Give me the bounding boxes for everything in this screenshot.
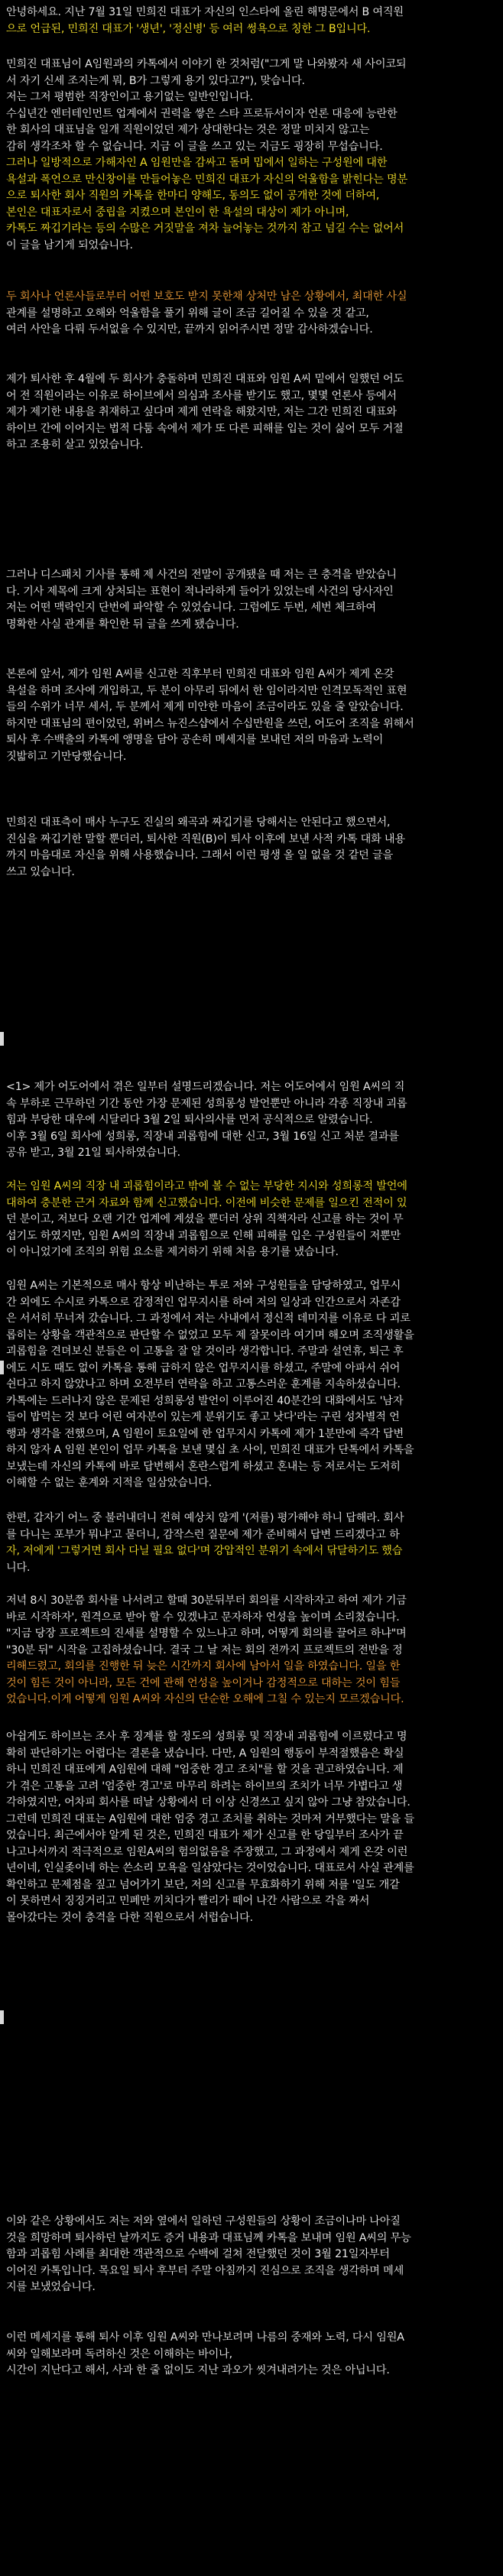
text-line: 안녕하세요. 지난 7월 31일 민희진 대표가 자신의 인스타에 올린 해명문에서 B 여직원 — [6, 6, 404, 18]
text-line: 제가 퇴사한 후 4월에 두 회사가 충돌하며 민희진 대표와 임원 A씨 밑에서 일했던 어도 — [6, 373, 404, 385]
text-line: 수십년간 엔터테인먼트 업계에서 권력을 쌓은 스타 프로듀서이자 언론 대응에 능란한 — [6, 107, 398, 120]
paragraph-hybe-conclusion — [6, 1729, 495, 1926]
text-line: 쓰고 있습니다. — [6, 865, 75, 878]
text-line: 저는 어떤 맥락인지 단번에 파악할 수 있었습니다. 그럼에도 두번, 세번 체크하여 — [6, 602, 376, 614]
text-line: 괴롭힘을 견뎌보신 분들은 이 고통을 잘 알 것이라 생각합니다. 주말과 설연휴, 퇴근 후 — [6, 1345, 404, 1358]
text-line: 민희진 대표님이 A임원과의 카톡에서 이야기 한 것처럼("그게 말 나와봤자 새 사이코되 — [6, 58, 407, 70]
text-line: 한 회사의 대표님을 일개 직원이었던 제가 상대한다는 것은 정말 미치지 않고는 — [6, 124, 370, 136]
text-line: 하니 민희진 대표에게 A임원에 대해 "엄중한 경고 조치"를 할 것을 권고하였습니다. 제 — [6, 1763, 404, 1776]
text-line: 이어진 카톡입니다. 목요일 퇴사 후부터 주말 아침까지 진심으로 조직을 생각하며 메세 — [6, 2264, 404, 2277]
text-line: 바로 시작하자', 원격으로 받아 할 수 있겠냐고 문자하자 언성을 높이며 소리쳤습니다. — [6, 1611, 400, 1624]
text-line: 여러 사안을 다뤄 두서없을 수 있지만, 끝까지 읽어주시면 정말 감사하겠습니다. — [6, 323, 373, 336]
text-line: 간 외에도 수시로 카톡으로 감정적인 업무지시를 하여 저의 일상과 인간으로서 자존감 — [6, 1296, 401, 1309]
text-line: 리해드렸고, 회의를 진행한 뒤 늦은 시간까지 회사에 남아서 일을 하였습니다. 일을 한 — [6, 1660, 401, 1672]
text-line: 니다. — [6, 1561, 31, 1574]
text-line: 그러나 일방적으로 가해자인 A 임원만을 감싸고 돌며 밉에서 일하는 구성원에 대한 — [6, 157, 388, 169]
text-line: 확인하고 문제점을 짚고 넘어가기 보단, 저의 신고를 무효화하기 위해 저를 '일도 개같 — [6, 1878, 400, 1891]
text-line: 제가 제기한 내용을 취재하고 싶다며 제게 연락을 해왔지만, 저는 그간 민희진 대표와 — [6, 406, 397, 418]
text-line: 에도 시도 때도 없이 카톡을 통해 급하지 않은 업무지시를 하셨고, 주말에 아파서 쉬어 — [6, 1361, 401, 1374]
text-line: 카톡에는 드러나지 않은 문제된 성희롱성 발언이 이루어진 40분간의 대화에서도 '남자 — [6, 1394, 404, 1407]
text-line: "30분 뒤" 시작을 고집하셨습니다. 결국 그 날 저는 회의 전까지 프로젝트의 전반을 정 — [6, 1643, 403, 1656]
paragraph-report — [6, 1179, 495, 1261]
text-line: 두 회사나 언론사들로부터 어떤 보호도 받지 못한채 상처만 남은 상황에서, 최대한 사실 — [6, 290, 407, 303]
paragraph-statement — [6, 57, 495, 254]
scroll-marker-bar — [0, 1361, 4, 1374]
text-line: 들이 밥먹는 것 보다 어린 여자분이 있는게 분위기도 좋고 낫다'라는 구린 성차별적 언 — [6, 1411, 400, 1423]
text-line: 하지만 대표님의 편이었던, 위버스 뉴진스샵에서 수십만원을 쓰던, 어도어 조직을 위해서 — [6, 717, 414, 730]
paragraph-intro — [6, 5, 495, 37]
text-line: 것이 힘든 것이 아니라, 모든 건에 관해 언성을 높이거나 감정적으로 대하는 것이 힘들 — [6, 1676, 401, 1689]
paragraph-section-1 — [6, 1079, 495, 1162]
paragraph-meeting — [6, 1593, 495, 1708]
text-line: 하고 조용히 살고 있었습니다. — [6, 439, 144, 451]
text-line: 를 다니는 포부가 뭐냐'고 묻더니, 감작스런 질문에 제가 준비해서 답변 드리겠다고 하 — [6, 1528, 400, 1541]
text-line: 이 아니었기에 조직의 위험 요소를 제거하기 위해 처음 용기를 냈습니다. — [6, 1246, 339, 1258]
text-line: 욕설을 하며 조사에 개입하고, 두 분이 아무리 뒤에서 한 임이라지만 인격모독적인 표현 — [6, 684, 407, 697]
text-line: 시간이 지난다고 해서, 사과 한 줄 없이도 지난 과오가 씻겨내려가는 것은 아닙니다. — [6, 2364, 390, 2376]
text-line: 한편, 갑자기 어느 중 불러내더니 전혀 예상치 않게 '(저를) 평가해야 하니 답해라. 회사 — [6, 1512, 404, 1524]
text-line: 감히 생각조차 할 수 없습니다. 지금 이 글을 쓰고 있는 지금도 굉장히 무섭습니다. — [6, 140, 383, 153]
paragraph-last-messages — [6, 2214, 495, 2296]
text-line: 이와 같은 상황에서도 저는 저와 옆에서 일하던 구성원들의 상황이 조금이나마 나아질 — [6, 2215, 401, 2227]
text-line: 었습니다.이게 어떻게 임원 A씨와 자신의 단순한 오해에 그칠 수 있는지 모르겠습니다. — [6, 1693, 404, 1705]
text-line: 임원 A씨는 기본적으로 매사 항상 비난하는 투로 저와 구성원들을 담당하였고, 업무시 — [6, 1280, 401, 1292]
text-line: 다. 기사 제목에 크게 상처되는 표현이 적나라하게 들어가 있었는데 사건의 당사자인 — [6, 585, 394, 598]
text-line: 롭히는 상황을 객관적으로 판단할 수 없었고 모두 제 잘못이라 여기며 해오며 조직생활을 — [6, 1329, 414, 1342]
text-line: 씨와 일해보라며 독려하신 것은 이해하는 바이나, — [6, 2347, 232, 2360]
text-line: 던 분이고, 저보다 오랜 기간 업계에 계셨을 뿐더러 상위 직책자라 신고를 하는 것이 무 — [6, 1213, 404, 1225]
text-line: 대하여 충분한 근거 자료와 함께 신고했습니다. 이전에 비슷한 문제를 일으킨 전적이 있 — [6, 1196, 407, 1209]
text-line: 카톡도 짜깁기라는 등의 수많은 거짓말을 져차 늘어놓는 것까지 참고 넘길 수는 없어서 — [6, 222, 404, 235]
text-line: 들의 수위가 너무 세서, 두 분께서 제게 미안한 마음이 조금이라도 있을 줄 알았습니다. — [6, 701, 404, 713]
text-line: 이런 메세지를 통해 퇴사 이후 임원 A씨와 만나보려며 나름의 중재와 노력, 다시 임원A — [6, 2331, 404, 2344]
text-line: 본인은 대표자로서 중립을 지켰으며 본인이 한 욕설의 대상이 제가 아니며, — [6, 206, 349, 219]
text-line: "지금 당장 프로젝트의 진세를 설명할 수 있느냐고 하며, 어떻게 회의를 끌어르 하냐"며 — [6, 1627, 407, 1640]
text-line: 어 전 직원이라는 이유로 하이브에서 의심과 조사를 받기도 했고, 몇몇 언론사 등에서 — [6, 389, 397, 402]
text-line: <1> 제가 어도어에서 겪은 일부터 설명드리겠습니다. 저는 어도어에서 임원 A씨의 직 — [6, 1081, 405, 1093]
text-line: 공유 받고, 3월 21일 퇴사하였습니다. — [6, 1147, 180, 1159]
text-line: 저녁 8시 30분쯤 회사를 나서려고 할때 30분뒤부터 회의를 시작하자고 하여 제가 기금 — [6, 1595, 407, 1607]
text-line: 행과 생각을 전했으며, A 임원이 토요일에 한 업무지시 카톡에 제가 1분만에 즉각 답변 — [6, 1427, 404, 1440]
text-line: 퇴사 후 수백출의 카톡에 앵명을 담아 공손히 메세지를 보내던 저의 마음과 노력이 — [6, 734, 384, 746]
text-line: 저는 그저 평범한 직장인이고 용기없는 일반인입니다. — [6, 91, 253, 103]
paragraph-background — [6, 371, 495, 454]
text-line: 힘과 부당한 대우에 시달리다 3월 2일 퇴사의사를 먼저 공식적으로 알렸습니다. — [6, 1114, 373, 1126]
paragraph-dispatch — [6, 567, 495, 633]
text-line: 자, 저에게 '그렇거면 회사 다닐 필요 없다'며 강압적인 분위기 속에서 닦달하기도 했습 — [6, 1545, 403, 1557]
text-line: 확히 판단하기는 어렵다는 결론을 냈습니다. 다만, A 임원의 행동이 부적절했음은 확실 — [6, 1747, 404, 1760]
text-line: 저는 임원 A씨의 직장 내 괴롭힘이라고 밖에 볼 수 없는 부당한 지시와 성희롱적 발언에 — [6, 1180, 407, 1192]
text-line: 아쉽게도 하이브는 조사 후 징계를 할 정도의 성희롱 및 직장내 괴롭힘에 이르렀다고 명 — [6, 1731, 407, 1743]
paragraph-preface — [6, 667, 495, 765]
text-line: 이 글을 남기게 되었습니다. — [6, 238, 133, 251]
text-line: 으로 퇴사한 회사 직원의 카톡을 한마디 양해도, 동의도 없이 공개한 것에 더하여, — [6, 190, 380, 202]
paragraph-request — [6, 289, 495, 339]
paragraph-harassment — [6, 1278, 495, 1492]
text-line: 지를 보냈었습니다. — [6, 2281, 96, 2293]
text-line: 섭기도 하였지만, 임원 A씨의 직장내 괴롭힘으로 인해 피해를 입은 구성원들이 저뿐만 — [6, 1229, 401, 1242]
text-line: 나고나서까지 적극적으로 임원A씨의 험의없음을 주장했고, 그 과정에서 제게 온갖 이런 — [6, 1845, 408, 1858]
text-line: 진심을 짜깁기한 말할 뿐더러, 퇴사한 직원(B)이 퇴사 이후에 보낸 사적 카톡 대화 내용 — [6, 832, 405, 845]
text-line: 속 부하로 근무하던 기간 동안 가장 문제된 성희롱성 발언뿐만 아니라 각종 직장내 괴롭 — [6, 1097, 407, 1110]
text-line: 쉰다고 하지 않았나고 하며 오전부터 연락을 하고 고통스러운 훈계를 지속하셨습니다. — [6, 1378, 401, 1390]
scroll-marker-bar — [0, 1032, 4, 1046]
text-line: 보냈는데 자신의 카톡에 바로 답변해서 혼란스럽게 하셨고 혼내는 등 저로서는 도저히 — [6, 1460, 401, 1473]
paragraph-distortion — [6, 815, 495, 881]
text-line: 었습니다. 최근에서야 알게 된 것은, 민희진 대표가 제가 신고를 한 당일부터 조사가 끝 — [6, 1829, 404, 1841]
paragraph-closing — [6, 2330, 495, 2380]
text-line: 까지 마음대로 자신을 위해 사용했습니다. 그래서 이런 평생 올 일 없을 것 같던 글을 — [6, 849, 394, 861]
text-line: 년이네, 인실좆이네 하는 쓴소리 모욕을 일삼았다는 것이었습니다. 대표로서 사실 관계를 — [6, 1862, 414, 1874]
text-line: 으로 언급된, 민희진 대표가 '생년', '정신병' 등 여러 썽욕으로 칭한 그 B입니다. — [6, 22, 371, 35]
text-line: 본론에 앞서, 제가 임원 A씨를 신고한 직후부터 민희진 대표와 임원 A씨가 제게 온갖 — [6, 668, 394, 680]
scroll-marker-bar — [0, 2010, 4, 2024]
text-line: 관계를 설명하고 오해와 억울함을 풀기 위해 글이 조금 길어질 수 있을 것 같고, — [6, 307, 369, 320]
text-line: 은 서서히 무너져 갔습니다. 그 과정에서 저는 사내에서 정신적 데미지를 이유로 다 괴로 — [6, 1312, 411, 1325]
text-line: 그런데 민희진 대표는 A임원에 대한 엄중 경고 조치를 취하는 것마저 거부했다는 말을 들 — [6, 1812, 414, 1825]
paragraph-evaluation — [6, 1510, 495, 1576]
text-line: 함과 괴롭힘 사례를 최대한 객관적으로 수백에 걸쳐 전달했던 것이 3월 21일자부터 — [6, 2248, 390, 2260]
text-line: 이해할 수 없는 훈계와 지적을 일삼았습니다. — [6, 1477, 212, 1489]
text-line: 그러나 디스패치 기사를 통해 제 사건의 전말이 공개됐을 때 저는 큰 충격을 받았습니 — [6, 569, 397, 581]
text-line: 각하였지만, 어차피 회사를 떠날 상황에서 더 이상 신경쓰고 싶지 않아 그냥 참았습니다. — [6, 1796, 411, 1809]
text-line: 명확한 사실 관계를 확인한 뒤 글을 쓰게 됐습니다. — [6, 618, 239, 631]
text-line: 짓밟히고 기만당했습니다. — [6, 750, 127, 763]
text-line: 이 못하면서 징징거리고 민폐만 끼치다가 빨리가 떼어 나간 사람으로 각을 짜서 — [6, 1895, 370, 1907]
text-line: 이후 3월 6일 회사에 성희롱, 직장내 괴롭힘에 대한 신고, 3월 16일 신고 처분 결과를 — [6, 1130, 399, 1143]
text-line: 서 자기 신세 조지는게 뭐, B가 그렇게 용기 있다고?"), 맞습니다. — [6, 74, 305, 87]
text-line: 하지 않자 A 임원 본인이 업무 카톡을 보낸 몇십 초 사이, 민희진 대표가 단톡에서 카톡을 — [6, 1444, 414, 1456]
text-line: 하이브 간에 이어지는 법적 다툼 속에서 제가 또 다른 피해를 입는 것이 싫어 모두 거절 — [6, 422, 404, 435]
text-line: 가 겪은 고통을 고려 '엄중한 경고'로 마무리 하려는 하이브의 조치가 너무 가볍다고 생 — [6, 1780, 403, 1792]
text-line: 몰아갔다는 것이 충격을 다한 직원으로서 서럽습니다. — [6, 1911, 253, 1924]
text-line: 것을 희망하며 퇴사하던 날까지도 증거 내용과 대표님께 카톡을 보내며 임원 A씨의 무능 — [6, 2231, 411, 2244]
text-line: 민희진 대표측이 매사 누구도 진실의 왜곡과 짜깁기를 당해서는 안된다고 했으면서, — [6, 816, 391, 829]
text-line: 욕설과 폭언으로 만신창이를 만들어놓은 민희진 대표가 자신의 억울함을 밝힌다는 명분 — [6, 173, 407, 186]
